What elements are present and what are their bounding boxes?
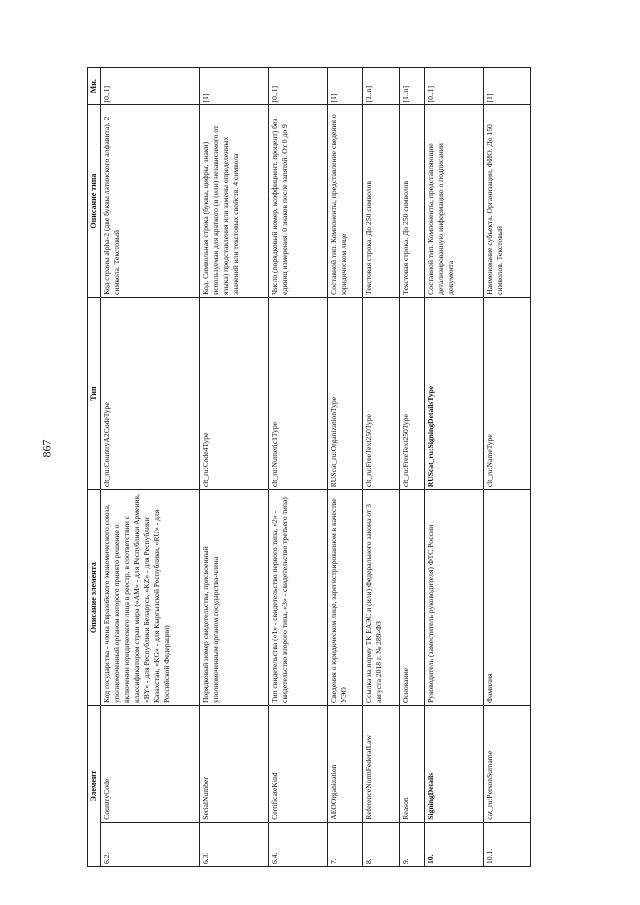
row-element: SerialNumber [200, 706, 269, 823]
table-row [425, 68, 484, 867]
rotated-page-area [87, 67, 567, 867]
row-element: Reason [400, 706, 425, 823]
row-mn: [0..1] [269, 68, 328, 105]
header-mn: Мн. [88, 68, 101, 105]
row-number: 7. [328, 822, 363, 866]
table-row [400, 68, 425, 867]
row-element: ReferenceNormFederalLaw [363, 706, 400, 823]
row-type: clt_ru:CountryA2CodeType [101, 297, 200, 489]
row-mn: [1..n] [363, 68, 400, 105]
row-type-description: Наименование субъекта. Организации, ФИО. До 150 символов. Текстовый [484, 105, 531, 297]
row-description: Тип свидетельства («1» - свидетельство первого типа, «2» - свидетельство второго типа, «3» - свидетельство третьего типа) [269, 490, 328, 706]
header-element: Элемент [88, 706, 101, 867]
row-type-description: Код страны alpha-2 (две буквы латинского алфавита). 2 символа. Текстовый [101, 105, 200, 297]
row-type-description: Код. Символьная строка (буквы, цифры, знаки) используемая для краткого (и (или) независимого от языка) представления или замены определенных значений или текстовых свойств. 4 символа [200, 105, 269, 297]
row-number: 10. [425, 822, 484, 866]
row-element: SigningDetails [425, 706, 484, 823]
row-type: RUScat_ru:OrganizationType [328, 297, 363, 489]
row-description: Порядковый номер свидетельства, присвоенный уполномоченным органом государства-члена [200, 490, 269, 706]
row-mn: [0..1] [425, 68, 484, 105]
table-row [101, 68, 200, 867]
row-type: clt_ru:FreeText250Type [363, 297, 400, 489]
table-row [484, 68, 531, 867]
row-number: 8. [363, 822, 400, 866]
row-mn: [1..n] [400, 68, 425, 105]
table-header-row [88, 68, 101, 867]
row-type-description: Текстовая строка. До 250 символов [400, 105, 425, 297]
row-description: Фамилия [484, 490, 531, 706]
row-type-description: Число (порядковый номер, коэффициент, процент) без единиц измерения. 0 знаков после запятой. От 0 до 9 [269, 105, 328, 297]
row-number: 9. [400, 822, 425, 866]
row-number: 10.1. [484, 822, 531, 866]
row-element: cat_ru:PersonSurname [484, 706, 531, 823]
row-number: 6.2. [101, 822, 200, 866]
header-type: Тип [88, 297, 101, 489]
row-type: clt_ru:NameType [484, 297, 531, 489]
row-description: Ссылка на норму ТК ЕАЭС и (или) Федерального закона от 3 августа 2018 г. № 289-ФЗ [363, 490, 400, 706]
row-number: 6.3. [200, 822, 269, 866]
elements-table [87, 67, 531, 867]
row-mn: [0..1] [101, 68, 200, 105]
row-type-description: Текстовая строка. До 250 символов [363, 105, 400, 297]
row-description: Код государства - члена Евразийского экономического союза, уполномоченный органом которого принято решение о включении юридического лица в реестр, в соответствии с классификатором стран мира («AM» - для Республики Армения, «BY» - для Республики Беларусь, «KZ» - для Республики Казахстан, «KG» - для Кыргызской Республики, «RU» - для Российской Федерации) [101, 490, 200, 706]
header-description: Описание элемента [88, 490, 101, 706]
row-type: clt_ru:FreeText250Type [400, 297, 425, 489]
table-row [200, 68, 269, 867]
table-row [328, 68, 363, 867]
table-row [269, 68, 328, 867]
row-description: Сведения о юридическом лице, зарегистрированном в качестве УЭО [328, 490, 363, 706]
row-element: AEOOrganization [328, 706, 363, 823]
header-type-description: Описание типа [88, 105, 101, 297]
row-description: Руководитель (заместитель руководителя) ФТС России [425, 490, 484, 706]
row-type-description: Составной тип. Компоненты, представляющие детализированную информацию о подписании документа [425, 105, 484, 297]
row-mn: [1] [328, 68, 363, 105]
row-element: CertificateKind [269, 706, 328, 823]
row-description: Основание [400, 490, 425, 706]
row-type-description: Составной тип. Компоненты, представление сведения о юридическом лице [328, 105, 363, 297]
row-type: clt_ru:Numeric1Type [269, 297, 328, 489]
row-element: CountryCode [101, 706, 200, 823]
row-mn: [1] [200, 68, 269, 105]
page-number: 867 [39, 439, 54, 458]
row-type: clt_ru:Code4Type [200, 297, 269, 489]
table-row [363, 68, 400, 867]
row-number: 6.4. [269, 822, 328, 866]
row-mn: [1] [484, 68, 531, 105]
row-type: RUScat_ru:SigningDetailsType [425, 297, 484, 489]
table-container [87, 67, 567, 867]
